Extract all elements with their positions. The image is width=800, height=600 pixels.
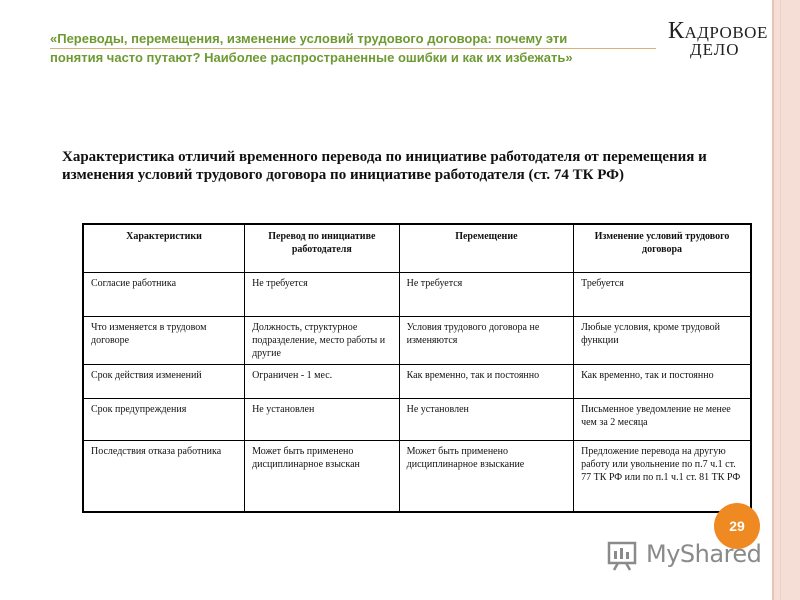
table-header-cell: Перемещение [399, 224, 573, 272]
table-row [83, 398, 751, 440]
logo-word-1: АДРОВОЕ [684, 23, 768, 42]
myshared-logo-icon [606, 538, 640, 572]
table-cell: Ограничен - 1 мес. [245, 364, 400, 398]
table-cell: Не установлен [245, 398, 400, 440]
page-number-badge: 29 [714, 503, 760, 549]
logo-initial: К [668, 18, 685, 44]
table-header-cell: Перевод по инициативе работодателя [245, 224, 400, 272]
table-cell: Как временно, так и постоянно [574, 364, 751, 398]
table-cell: Срок предупреждения [83, 398, 245, 440]
logo-word-2: ДЕЛО [690, 40, 740, 59]
page-title: Характеристика отличий временного перевода по инициативе работодателя от перемещения и изменения условий трудового договора по инициативе работодателя (ст. 74 ТК РФ) [62, 149, 707, 183]
decorative-side-bar [772, 0, 800, 600]
table-header-row [83, 224, 751, 272]
table-cell: Согласие работника [83, 272, 245, 316]
table-cell: Письменное уведомление не менее чем за 2 месяца [574, 398, 751, 440]
slide-subtitle [50, 30, 640, 67]
table-cell: Не требуется [245, 272, 400, 316]
comparison-table [82, 223, 752, 513]
table-cell: Что изменяется в трудовом договоре [83, 316, 245, 364]
table-cell: Условия трудового договора не изменяются [399, 316, 573, 364]
myshared-watermark [606, 538, 768, 572]
subtitle-line-1: «Переводы, перемещения, изменение условий трудового договора: почему эти [50, 30, 656, 49]
table-cell: Должность, структурное подразделение, место работы и другие [245, 316, 400, 364]
table-row [83, 364, 751, 398]
table-cell: Не требуется [399, 272, 573, 316]
table-cell: Может быть применено дисциплинарное взыскание [399, 440, 573, 512]
table-header-cell: Характеристики [83, 224, 245, 272]
table-cell: Не установлен [399, 398, 573, 440]
table-cell: Последствия отказа работника [83, 440, 245, 512]
watermark-text: MyShared [646, 540, 762, 568]
table-cell: Срок действия изменений [83, 364, 245, 398]
table-header-cell: Изменение условий трудового договора [574, 224, 751, 272]
subtitle-line-2: понятия часто путают? Наиболее распространенные ошибки и как их избежать» [50, 50, 573, 65]
table-cell: Может быть применено дисциплинарное взыскан [245, 440, 400, 512]
table-cell: Требуется [574, 272, 751, 316]
table-row [83, 440, 751, 512]
kadrovoe-delo-logo [668, 18, 768, 62]
table-row [83, 272, 751, 316]
table-cell: Любые условия, кроме трудовой функции [574, 316, 751, 364]
table-cell: Как временно, так и постоянно [399, 364, 573, 398]
table-row [83, 316, 751, 364]
table-cell: Предложение перевода на другую работу или увольнение по п.7 ч.1 ст. 77 ТК РФ или по п.1 ч.1 ст. 81 ТК РФ [574, 440, 751, 512]
